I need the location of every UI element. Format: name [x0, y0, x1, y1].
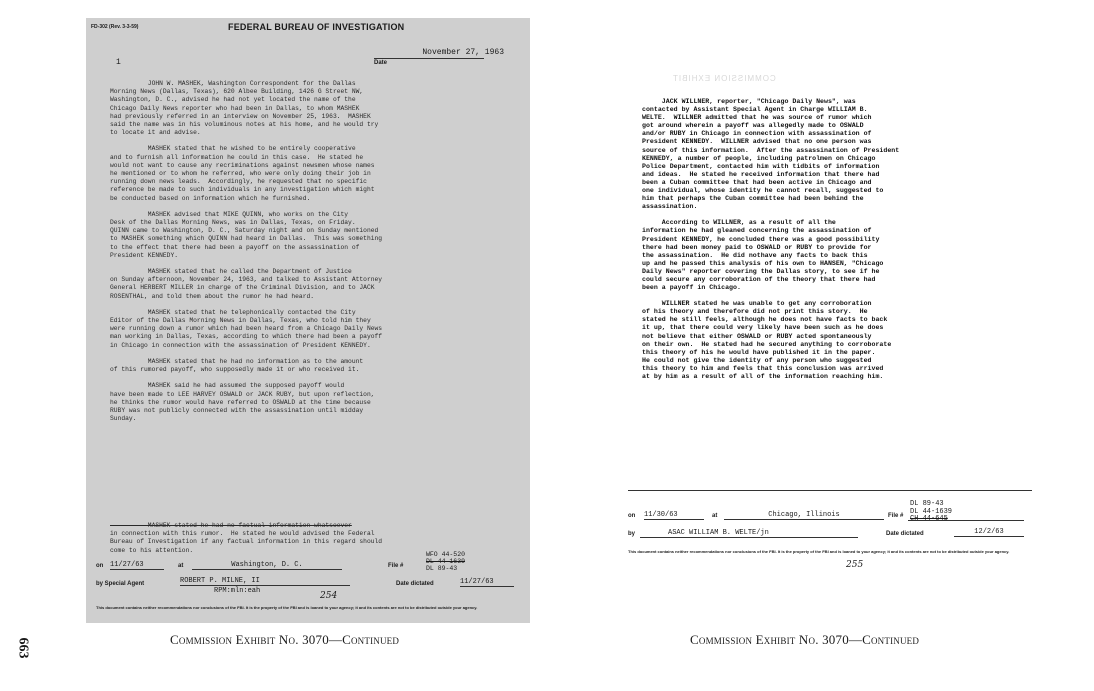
book-page-number: 663 — [15, 637, 31, 659]
text-line: WILLNER stated he was unable to get any corroboration — [642, 300, 872, 308]
left-footer — [96, 522, 516, 610]
text-line: to MASHEK something which QUINN had heard in Dallas. This was something — [110, 235, 383, 243]
text-line: at by him as a result of all of the information reaching him. — [642, 373, 884, 380]
text-line: He could not give the identity of any person who suggested — [642, 356, 872, 364]
text-line: Bureau of Investigation if any factual information in this regard should — [110, 538, 383, 546]
left-document-page — [86, 18, 530, 623]
text-line: RUBY was not publicly connected with the assassination until midday — [110, 406, 364, 414]
text-line: MASHEK stated that he telephonically contacted the City — [110, 308, 356, 316]
date-label: Date — [374, 58, 484, 66]
text-line: be conducted based on information which he furnished. — [110, 194, 311, 202]
text-line: Editor of the Dallas Morning News in Dallas, Texas, who told him they — [110, 317, 371, 325]
text-line: Sunday. — [110, 415, 137, 423]
text-line: been a payoff in Chicago. — [642, 284, 741, 292]
disclaimer: This document contains neither recommendations nor conclusions of the FBI. It is the property of the FBI and is loaned to your agency; it and its contents are not to be distributed outside your agency. — [96, 604, 478, 610]
handwritten-page-number: 255 — [846, 560, 864, 570]
file-number: DL 44-1639 — [910, 507, 953, 516]
text-line: the assassination. He did nothave any facts to back this — [642, 251, 868, 259]
dictated-date: 11/27/63 — [460, 578, 514, 587]
agent-name: ROBERT P. MILNE, II — [180, 577, 350, 586]
text-line: contacted by Assistant Special Agent in Charge WILLIAM B. — [642, 106, 868, 114]
text-line: President KENNEDY. — [110, 251, 179, 259]
dictated-label: Date dictated — [396, 580, 434, 587]
text-line: of his theory and therefore did not print this story. He — [642, 308, 868, 316]
text-line: MASHEK advised that MIKE QUINN, who works on the City — [110, 210, 349, 218]
file-number: CH 44-645 — [910, 515, 948, 523]
right-caption: Commission Exhibit No. 3070—Continued — [690, 632, 920, 647]
on-date: 11/30/63 — [644, 511, 704, 520]
date-block — [374, 48, 522, 66]
text-line: President KENNEDY. WILLNER advised that no one person was — [642, 138, 872, 146]
on-date: 11/27/63 — [110, 561, 164, 570]
paragraph — [642, 219, 1040, 292]
right-body-text — [642, 98, 1040, 381]
text-line: one individual, whose identity he cannot recall, suggested to — [642, 187, 884, 195]
text-line: Morning News (Dallas, Texas), 620 Albee Building, 1426 G Street NW, — [110, 88, 364, 96]
file-number: WFO 44-520 — [426, 550, 466, 558]
right-footer — [620, 490, 1030, 570]
text-line: would not want to cause any recriminations against newsmen whose names — [110, 161, 375, 169]
at-label: at — [712, 513, 718, 519]
text-line: information he had gleaned concerning the assassination of — [642, 227, 872, 235]
text-line: of this rumored payoff, who supposedly made it or who received it. — [110, 366, 360, 374]
text-line: he mentioned or to whom he referred, who were only doing their job in — [110, 170, 371, 178]
text-line: MASHEK said he had assumed the supposed payoff would — [110, 382, 345, 390]
text-line: and ideas. He stated he received information that there had — [642, 170, 880, 178]
agent-label: by — [628, 531, 636, 537]
text-line: in connection with this rumor. He stated he would advised the Federal — [110, 530, 375, 538]
handwritten-page-number: 254 — [320, 590, 338, 601]
page-number: 1 — [116, 58, 121, 67]
text-line: to the effect that there had been a payoff on the assassination of — [110, 243, 360, 251]
text-line: WELTE. WILLNER admitted that he was source of rumor which — [642, 114, 872, 122]
form-number: FD-302 (Rev. 3-3-59) — [91, 24, 139, 30]
text-line: running down news leads. Accordingly, he requested that no specific — [110, 178, 367, 186]
paragraph — [110, 309, 524, 350]
location: Chicago, Illinois — [724, 511, 884, 520]
paragraph — [642, 98, 1040, 211]
text-line: Daily News" reporter covering the Dallas story, to see if he — [642, 267, 880, 275]
text-line: have been made to LEE HARVEY OSWALD or JACK RUBY, but upon reflection, — [110, 390, 375, 398]
paragraph — [110, 382, 524, 423]
text-line: not believe that either OSWALD or RUBY acted spontaneously — [642, 332, 872, 340]
text-line: reference be made to such individuals in any investigation which might — [110, 186, 375, 194]
text-line: to locate it and advise. — [110, 129, 201, 137]
agent-name: ASAC WILLIAM B. WELTE/jn — [640, 529, 858, 538]
text-line: on Sunday afternoon, November 24, 1963, and talked to Assistant Attorney — [110, 276, 383, 284]
text-line: According to WILLNER, as a result of all the — [642, 219, 836, 227]
text-line: JOHN W. MASHEK, Washington Correspondent for the Dallas — [110, 80, 356, 87]
document-date: November 27, 1963 — [422, 48, 504, 57]
text-line: him that perhaps the Cuban committee had been behind the — [642, 195, 864, 203]
disclaimer: This document contains neither recommendations nor conclusions of the FBI. It is the property of the FBI and is loaned to your agency; it and its contents are not to be distributed outside your agency. — [628, 549, 1010, 554]
text-line: he thinks the rumor would have referred to OSWALD at the time because — [110, 398, 371, 406]
text-line: come to his attention. — [110, 546, 194, 554]
paragraph — [110, 268, 524, 301]
text-line: there had been money paid to OSWALD or RUBY to provide for — [642, 243, 872, 251]
text-line: on their own. He stated had he secured anything to corroborate — [642, 340, 892, 348]
text-line: got around wherein a payoff was allegedly made to OSWALD — [642, 122, 864, 130]
file-number: DL 44-1639 — [426, 557, 466, 565]
left-body-text — [110, 80, 524, 423]
text-line: Police Department, contacted him with tidbits of information — [642, 162, 880, 170]
bleed-through-text: COMMISSION EXHIBIT — [672, 74, 776, 83]
text-line: stated he still feels, although he does not have facts to back — [642, 316, 888, 324]
text-line: JACK WILLNER, reporter, "Chicago Daily News", was — [642, 98, 856, 105]
text-line: been a Cuban committee that had been active in Chicago and — [642, 178, 872, 186]
paragraph — [642, 300, 1040, 381]
text-line: President KENNEDY, he concluded there was a good possibility — [642, 235, 880, 243]
text-line: MASHEK stated that he had no information as to the amount — [110, 357, 364, 365]
text-line: assassination. — [642, 203, 698, 211]
dictated-date: 12/2/63 — [954, 528, 1024, 537]
paragraph — [110, 358, 524, 374]
location: Washington, D. C. — [192, 561, 342, 570]
file-label: File # — [388, 562, 404, 569]
file-numbers — [426, 551, 465, 572]
at-label: at — [178, 562, 184, 569]
text-line: MASHEK stated that he wished to be entirely cooperative — [110, 145, 356, 153]
text-line: Desk of the Dallas Morning News, was in Dallas, Texas, on Friday. — [110, 219, 356, 227]
paragraph — [110, 145, 524, 202]
text-line: this theory to him and feels that this conclusion was arrived — [642, 364, 884, 372]
text-line: said the name was in his voluminous notes at his home, and he would try — [110, 121, 379, 129]
text-line: it up, that there could very likely have been such as he does — [642, 324, 884, 332]
file-number: DL 89-43 — [426, 564, 458, 572]
text-line: source of this information. After the assassination of President — [642, 146, 900, 154]
dictated-label: Date dictated — [886, 531, 924, 537]
on-label: on — [628, 513, 636, 519]
text-line: and/or RUBY in Chicago in connection with assassination of — [642, 130, 872, 138]
text-line: man working in Dallas, Texas, according to which there had been a payoff — [110, 333, 383, 341]
initials: RPM:mln:eah — [214, 586, 261, 595]
text-line: were running down a rumor which had been heard from a Chicago Daily News — [110, 325, 383, 333]
text-line: this theory of his he would have published it in the paper. — [642, 348, 876, 356]
text-line: QUINN came to Washington, D. C., Saturday night and on Sunday mentioned — [110, 227, 379, 235]
text-line: General HERBERT MILLER in charge of the Criminal Division, and to JACK — [110, 284, 375, 292]
text-line: had previously referred in an interview on November 25, 1963. MASHEK — [110, 112, 371, 120]
on-label: on — [96, 562, 104, 569]
paragraph — [110, 211, 524, 260]
file-number: DL 89-43 — [910, 500, 944, 508]
text-line: MASHEK stated he had no factual information whatsoever — [110, 522, 352, 529]
text-line: and to furnish all information he could in this case. He stated he — [110, 153, 364, 161]
left-caption: Commission Exhibit No. 3070—Continued — [170, 632, 400, 647]
right-document-page — [620, 40, 1040, 600]
file-label: File # — [888, 513, 904, 519]
text-line: up and he passed this analysis of his own to HANSEN, "Chicago — [642, 259, 884, 267]
text-line: in Chicago in connection with the assassination of President KENNEDY. — [110, 341, 371, 349]
agent-label: by Special Agent — [96, 580, 145, 587]
text-line: Washington, D. C., advised he had not yet located the name of the — [110, 96, 356, 104]
agency-header: FEDERAL BUREAU OF INVESTIGATION — [228, 22, 405, 32]
file-rule — [908, 520, 1024, 521]
text-line: could secure any corroboration of the theory that there had — [642, 275, 876, 283]
text-line: Chicago Daily News reporter who had been in Dallas, to whom MASHEK — [110, 104, 360, 112]
text-line: MASHEK stated that he called the Department of Justice — [110, 268, 352, 276]
text-line: ROSENTHAL, and told them about the rumor he had heard. — [110, 292, 315, 300]
paragraph — [110, 80, 524, 137]
text-line: KENNEDY, a number of people, including patrolmen on Chicago — [642, 154, 876, 162]
